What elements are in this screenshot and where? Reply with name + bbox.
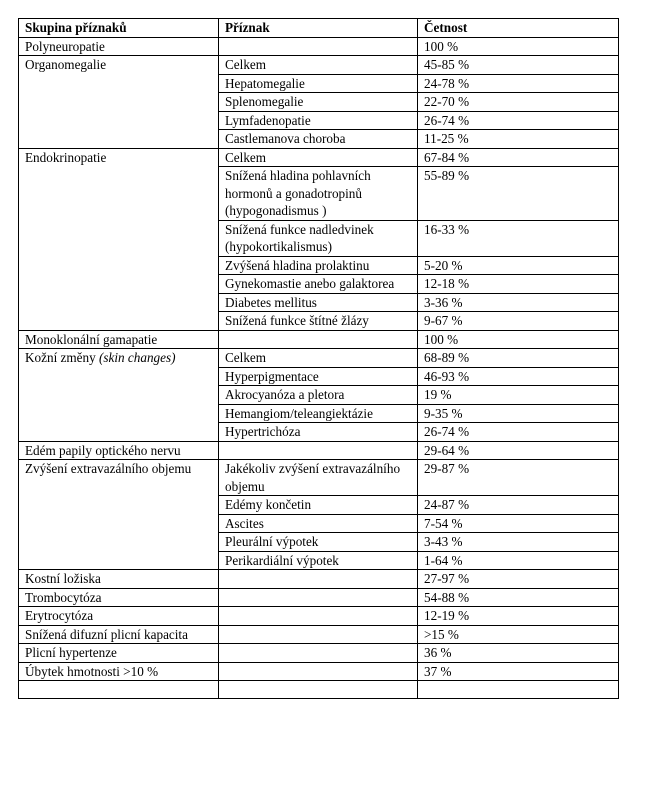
- table-row: [19, 588, 619, 607]
- symptom-cell: Akrocyanóza a pletora: [219, 386, 418, 405]
- group-cell: [19, 37, 219, 56]
- symptom-cell: Celkem: [219, 148, 418, 167]
- table-row: [19, 570, 619, 589]
- group-cell: [19, 148, 219, 330]
- empty-cell: [19, 681, 219, 699]
- frequency-cell: 19 %: [418, 386, 619, 405]
- symptom-cell: Perikardiální výpotek: [219, 551, 418, 570]
- symptom-cell: Ascites: [219, 514, 418, 533]
- table-row: [19, 441, 619, 460]
- table-header-row: [19, 19, 619, 38]
- table-row: [19, 607, 619, 626]
- header-frequency: Četnost: [418, 19, 619, 38]
- table-body: [19, 37, 619, 699]
- table-row: [19, 625, 619, 644]
- symptom-cell: Celkem: [219, 56, 418, 75]
- frequency-cell: 11-25 %: [418, 130, 619, 149]
- symptom-cell: [219, 662, 418, 681]
- group-name: Zvýšení extravazálního objemu: [25, 461, 192, 476]
- frequency-cell: 46-93 %: [418, 367, 619, 386]
- symptom-cell: Pleurální výpotek: [219, 533, 418, 552]
- symptom-cell: Jakékoliv zvýšení extravazálního objemu: [219, 460, 418, 496]
- frequency-cell: 29-64 %: [418, 441, 619, 460]
- symptom-cell: [219, 330, 418, 349]
- group-cell: [19, 644, 219, 663]
- symptom-cell: Gynekomastie anebo galaktorea: [219, 275, 418, 294]
- header-symptom: Příznak: [219, 19, 418, 38]
- frequency-cell: 3-36 %: [418, 293, 619, 312]
- frequency-cell: >15 %: [418, 625, 619, 644]
- group-name: Trombocytóza: [25, 589, 102, 605]
- symptom-cell: Celkem: [219, 349, 418, 368]
- frequency-cell: 12-19 %: [418, 607, 619, 626]
- symptom-cell: Castlemanova choroba: [219, 130, 418, 149]
- group-cell: [19, 441, 219, 460]
- group-name: Polyneuropatie: [25, 38, 105, 54]
- symptom-cell: Lymfadenopatie: [219, 111, 418, 130]
- symptom-cell: [219, 644, 418, 663]
- frequency-cell: 3-43 %: [418, 533, 619, 552]
- table-row: [19, 662, 619, 681]
- symptom-table: [18, 18, 619, 699]
- symptom-cell: Hypertrichóza: [219, 423, 418, 442]
- group-cell: [19, 570, 219, 589]
- frequency-cell: 9-35 %: [418, 404, 619, 423]
- group-name-note: (skin changes): [98, 350, 176, 365]
- table-row: [19, 349, 619, 368]
- frequency-cell: 67-84 %: [418, 148, 619, 167]
- symptom-cell: Diabetes mellitus: [219, 293, 418, 312]
- symptom-cell: Snížená funkce štítné žlázy: [219, 312, 418, 331]
- frequency-cell: 12-18 %: [418, 275, 619, 294]
- group-cell: [19, 349, 219, 442]
- table-row: [19, 148, 619, 167]
- symptom-cell: Zvýšená hladina prolaktinu: [219, 256, 418, 275]
- table-row: [19, 56, 619, 75]
- group-cell: [19, 662, 219, 681]
- frequency-cell: 68-89 %: [418, 349, 619, 368]
- frequency-cell: 9-67 %: [418, 312, 619, 331]
- symptom-cell: Hyperpigmentace: [219, 367, 418, 386]
- table-row: [19, 460, 619, 496]
- frequency-cell: 36 %: [418, 644, 619, 663]
- symptom-cell: Hepatomegalie: [219, 74, 418, 93]
- frequency-cell: 54-88 %: [418, 588, 619, 607]
- group-name: Erytrocytóza: [25, 608, 94, 623]
- document-page: [18, 18, 618, 699]
- group-name: Endokrinopatie: [25, 149, 107, 165]
- symptom-cell: [219, 570, 418, 589]
- symptom-cell: [219, 37, 418, 56]
- group-name: Snížená difuzní plicní kapacita: [25, 626, 188, 642]
- frequency-cell: 22-70 %: [418, 93, 619, 112]
- group-name: Plicní hypertenze: [25, 645, 117, 660]
- empty-cell: [418, 681, 619, 699]
- frequency-cell: 27-97 %: [418, 570, 619, 589]
- frequency-cell: 24-87 %: [418, 496, 619, 515]
- table-row: [19, 37, 619, 56]
- frequency-cell: 1-64 %: [418, 551, 619, 570]
- empty-cell: [219, 681, 418, 699]
- table-row: [19, 644, 619, 663]
- frequency-cell: 5-20 %: [418, 256, 619, 275]
- frequency-cell: 100 %: [418, 330, 619, 349]
- symptom-cell: Snížená funkce nadledvinek (hypokortikalismus): [219, 220, 418, 256]
- symptom-cell: [219, 588, 418, 607]
- frequency-cell: 7-54 %: [418, 514, 619, 533]
- symptom-cell: Snížená hladina pohlavních hormonů a gonadotropinů (hypogonadismus ): [219, 167, 418, 221]
- symptom-cell: Splenomegalie: [219, 93, 418, 112]
- group-cell: [19, 588, 219, 607]
- frequency-cell: 100 %: [418, 37, 619, 56]
- symptom-cell: Hemangiom/teleangiektázie: [219, 404, 418, 423]
- group-name: Edém papily optického nervu: [25, 442, 181, 458]
- group-cell: [19, 607, 219, 626]
- group-cell: [19, 330, 219, 349]
- group-name: Organomegalie: [25, 57, 107, 72]
- table-row: [19, 330, 619, 349]
- group-cell: [19, 56, 219, 149]
- frequency-cell: 45-85 %: [418, 56, 619, 75]
- frequency-cell: 24-78 %: [418, 74, 619, 93]
- group-name: Kožní změny: [25, 350, 96, 365]
- group-name: Monoklonální gamapatie: [25, 331, 158, 347]
- frequency-cell: 55-89 %: [418, 167, 619, 221]
- frequency-cell: 29-87 %: [418, 460, 619, 496]
- group-name: Kostní ložiska: [25, 571, 101, 586]
- frequency-cell: 37 %: [418, 662, 619, 681]
- frequency-cell: 26-74 %: [418, 111, 619, 130]
- frequency-cell: 26-74 %: [418, 423, 619, 442]
- frequency-cell: 16-33 %: [418, 220, 619, 256]
- symptom-cell: Edémy končetin: [219, 496, 418, 515]
- group-name: Úbytek hmotnosti >10 %: [25, 663, 159, 679]
- symptom-cell: [219, 625, 418, 644]
- group-cell: [19, 625, 219, 644]
- header-group: Skupina příznaků: [19, 19, 219, 38]
- group-cell: [19, 460, 219, 570]
- symptom-cell: [219, 607, 418, 626]
- empty-row: [19, 681, 619, 699]
- symptom-cell: [219, 441, 418, 460]
